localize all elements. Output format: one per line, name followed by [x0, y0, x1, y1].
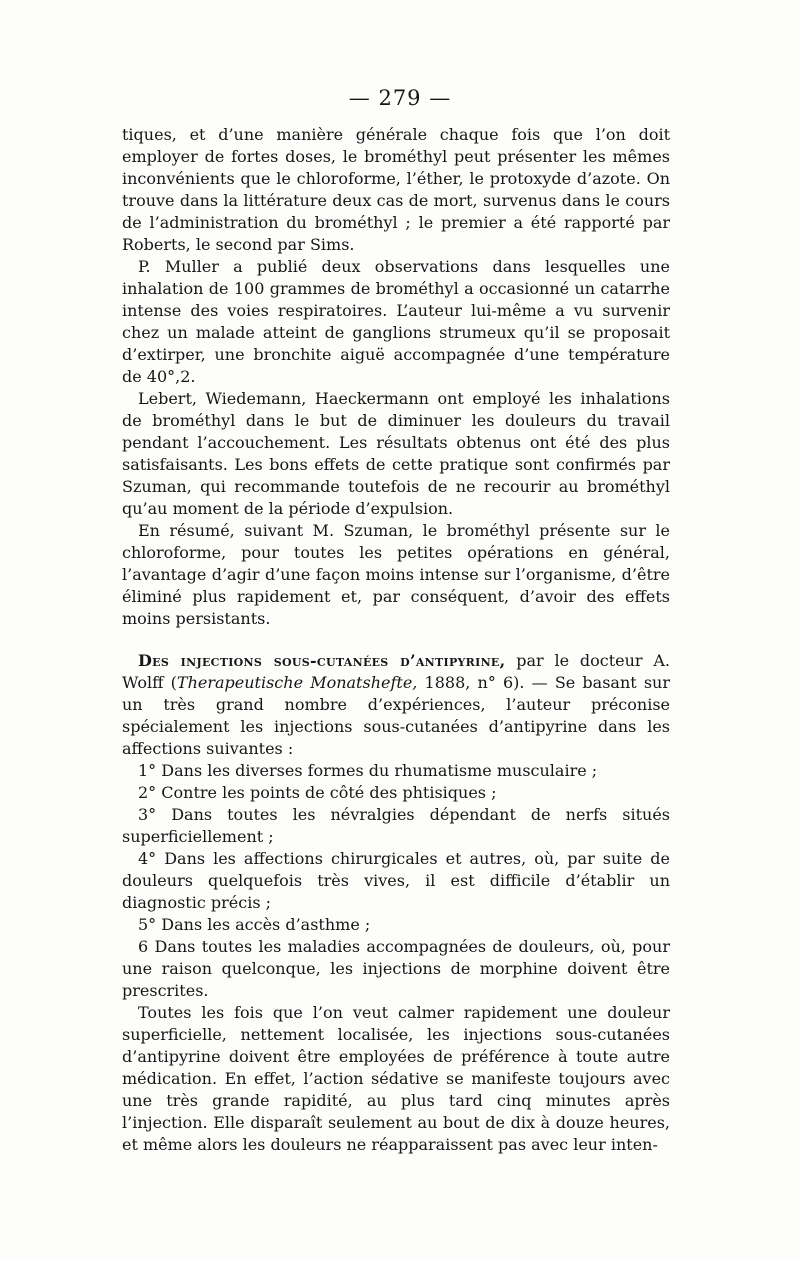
paragraph-muller: P. Muller a publié deux observations dans lesquelles une inhalation de 100 grammes de brométhyl a occasionné un catarrhe intense des voies respiratoires. L’auteur lui-même a vu survenir chez un malade atteint de ganglions strumeux qu’il se proposait d’extirper, une bronchite aiguë accompagnée d’une température de 40°,2. [122, 257, 670, 386]
paragraph-continuation: tiques, et d’une manière générale chaque fois que l’on doit employer de fortes doses, le brométhyl peut présenter les mêmes inconvénients que le chloroforme, l’éther, le protoxyde d’azote. On trouve dans la littérature deux cas de mort, survenus dans le cours de l’administration du brométhyl ; le premier a été rapporté par Roberts, le second par Sims. [122, 125, 670, 254]
list-item-6: 6 Dans toutes les maladies accompagnées de douleurs, où, pour une raison quelconque, les injections de morphine doivent être prescrites. [122, 937, 670, 1000]
paragraph-conclusion: Toutes les fois que l’on veut calmer rapidement une douleur superficielle, nettement localisée, les injections sous-cutanées d’antipyrine doivent être employées de préférence à toute autre médication. En effet, l’action sédative se manifeste toujours avec une très grande rapidité, au plus tard cinq minutes après l’injection. Elle disparaît seulement au bout de dix à douze heures, et même alors les douleurs ne réapparaissent pas avec leur inten- [122, 1003, 670, 1154]
list-item-1: 1° Dans les diverses formes du rhumatisme musculaire ; [138, 761, 598, 780]
paragraph-resume: En résumé, suivant M. Szuman, le brométhyl présente sur le chloroforme, pour toutes les petites opérations en général, l’avantage d’agir d’une façon moins intense sur l’organisme, d’être éliminé plus rapidement et, par conséquent, d’avoir des effets moins persistants. [122, 521, 670, 628]
article-heading: Des injections sous-cutanées d’antipyrine, [138, 651, 506, 670]
list-item-4: 4° Dans les affections chirurgicales et autres, où, par suite de douleurs quelquefois très vives, il est difficile d’établir un diagnostic précis ; [122, 849, 670, 912]
article-author: par le docteur A. Wolff ( [122, 651, 671, 692]
article-intro [122, 650, 670, 760]
body-text [122, 124, 670, 1156]
list-item-2: 2° Contre les points de côté des phtisiques ; [138, 783, 497, 802]
list-item-3: 3° Dans toutes les névralgies dépendant de nerfs situés superficiellement ; [122, 805, 670, 846]
page-number: — 279 — [348, 86, 452, 110]
article-intro-rest: 1888, n° 6). — Se basant sur un très grand nombre d’expériences, l’auteur préconise spécialement les injections sous-cutanées d’antipyrine dans les affections suivantes : [122, 673, 670, 758]
paragraph-lebert: Lebert, Wiedemann, Haeckermann ont employé les inhalations de brométhyl dans le but de diminuer les douleurs du travail pendant l’accouchement. Les résultats obtenus ont été des plus satisfaisants. Les bons effets de cette pratique sont confirmés par Szuman, qui recommande toutefois de ne recourir au brométhyl qu’au moment de la période d’expulsion. [122, 389, 670, 518]
list-item-5: 5° Dans les accès d’asthme ; [138, 915, 371, 934]
journal-title: Therapeutische Monatshefte, [176, 673, 418, 692]
